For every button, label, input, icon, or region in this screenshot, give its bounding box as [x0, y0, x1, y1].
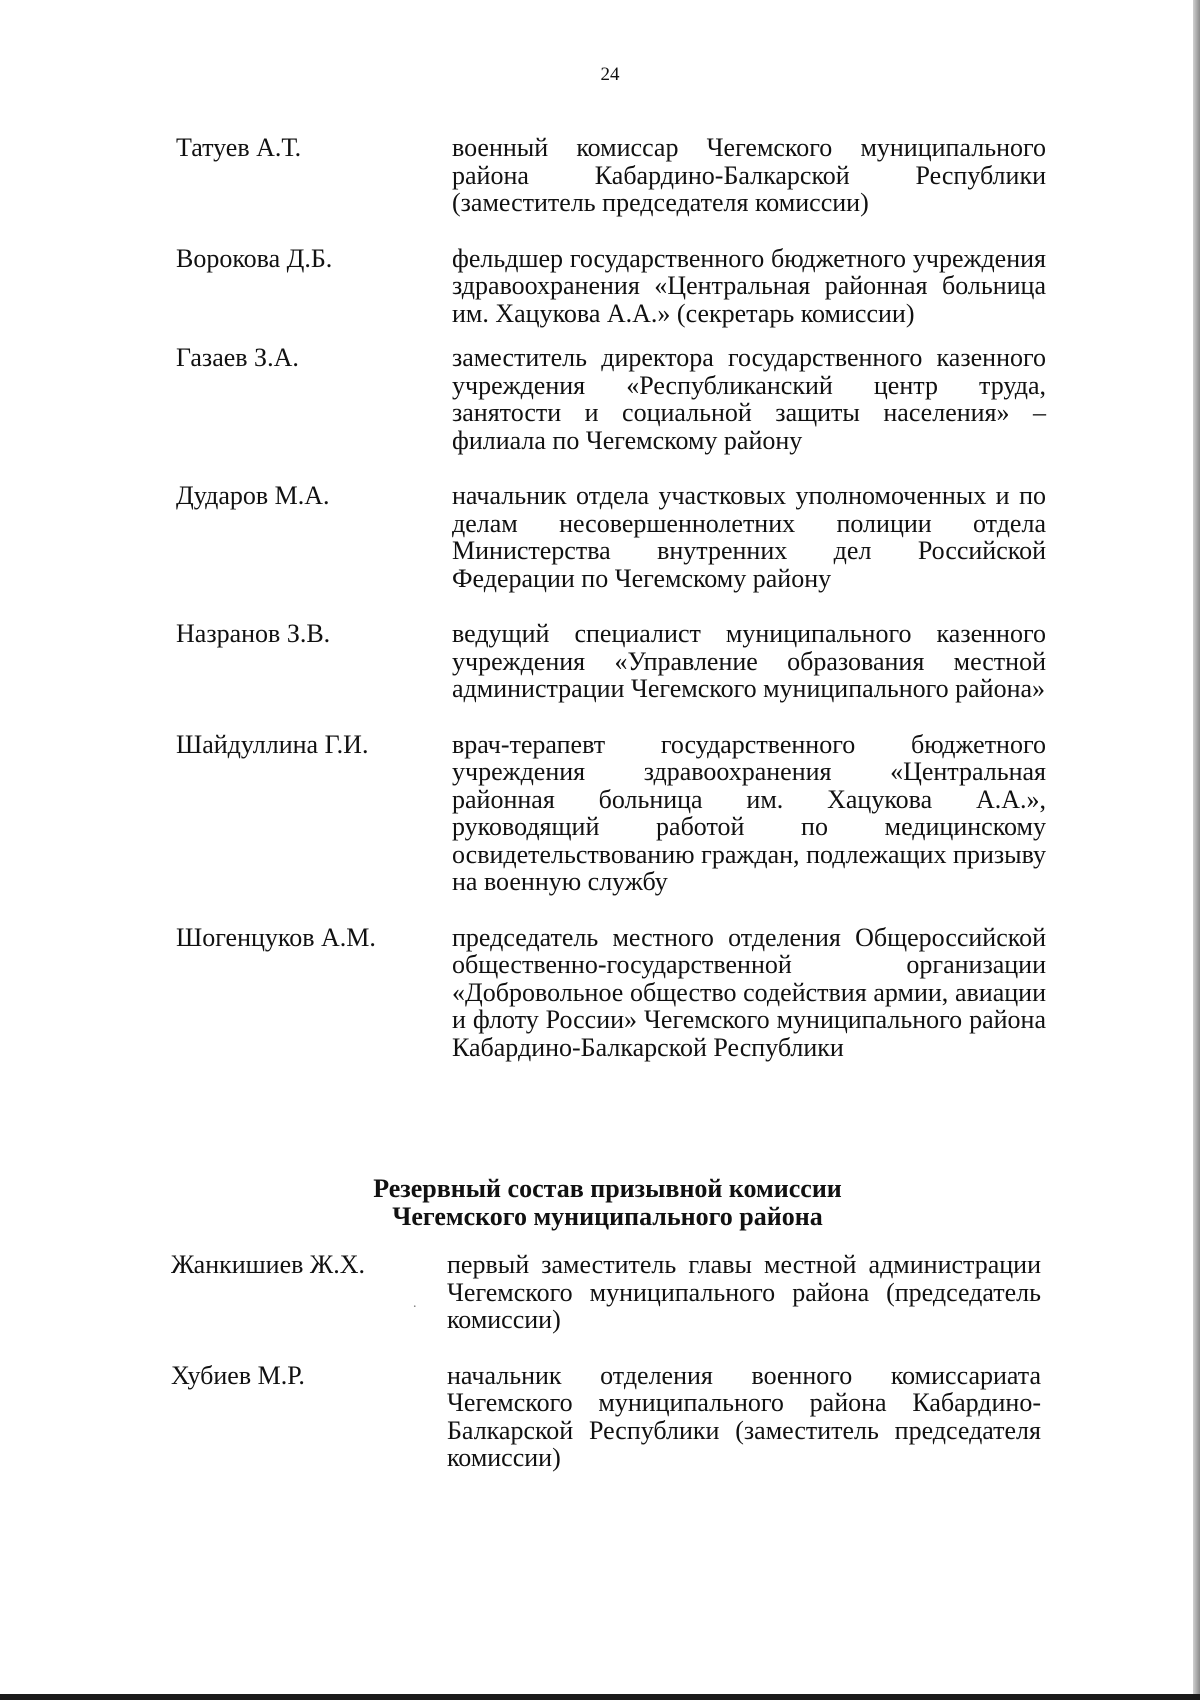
member-role: ведущий специалист муниципального казенного учреждения «Управление образования местной администрации Чегемского муниципального района»	[452, 619, 1046, 703]
member-name: Дударов М.А.	[176, 481, 330, 510]
member-role: врач-терапевт государственного бюджетного учреждения здравоохранения «Центральная районная больница им. Хацукова А.А.», руководящий работой по медицинскому освидетельствованию граждан, подлежащих призыву на военную службу	[452, 729, 1046, 896]
member-role: фельдшер государственного бюджетного учреждения здравоохранения «Центральная районная больница им. Хацукова А.А.» (секретарь комиссии)	[452, 243, 1046, 328]
member-role: военный комиссар Чегемского муниципального района Кабардино-Балкарской Республики (заместитель председателя комиссии)	[452, 133, 1046, 217]
member-entry	[0, 924, 1200, 1062]
reserve-member-name: Хубиев М.Р.	[171, 1360, 305, 1390]
stray-scan-mark: .	[413, 1296, 417, 1311]
member-entry	[0, 482, 1200, 592]
member-entry	[0, 245, 1200, 328]
member-name: Ворокова Д.Б.	[176, 243, 333, 273]
member-role: председатель местного отделения Общероссийской общественно-государственной организации «Добровольное общество содействия армии, авиации и флоту России» Чегемского муниципального района Кабардино-Балкарской Республики	[452, 922, 1046, 1062]
member-entry	[0, 620, 1200, 703]
commission-members-list	[0, 134, 1200, 1061]
member-name: Шогенцуков А.М.	[176, 922, 376, 952]
member-role: начальник отдела участковых уполномоченных и по делам несовершеннолетних полиции отдела Министерства внутренних дел Российской Федерации по Чегемскому району	[452, 481, 1046, 593]
member-entry	[0, 731, 1200, 896]
reserve-member-entry	[0, 1251, 1200, 1334]
member-name: Шайдуллина Г.И.	[176, 729, 369, 759]
reserve-title-line-2: Чегемского муниципального района	[392, 1202, 823, 1231]
reserve-member-role: первый заместитель главы местной администрации Чегемского муниципального района (председатель комиссии)	[447, 1250, 1041, 1334]
reserve-member-name: Жанкишиев Ж.Х.	[171, 1250, 365, 1279]
reserve-section-title	[0, 1175, 1200, 1231]
reserve-member-role: начальник отделения военного комиссариата Чегемского муниципального района Кабардино-Балкарской Республики (заместитель председателя комиссии)	[447, 1360, 1041, 1472]
member-entry	[0, 134, 1200, 217]
scan-edge-right	[1193, 0, 1200, 1700]
page-number: 24	[600, 64, 620, 85]
reserve-member-entry	[0, 1362, 1200, 1472]
reserve-members-list	[0, 1251, 1200, 1472]
scan-edge-bottom	[0, 1694, 1200, 1700]
member-name: Газаев З.А.	[176, 343, 299, 372]
member-role: заместитель директора государственного казенного учреждения «Республиканский центр труда, занятости и социальной защиты населения» – филиала по Чегемскому району	[452, 343, 1046, 455]
member-name: Назранов З.В.	[176, 619, 331, 648]
member-name: Татуев А.Т.	[176, 133, 302, 162]
member-entry	[0, 344, 1200, 454]
reserve-title-line-1: Резервный состав призывной комиссии	[373, 1174, 842, 1203]
